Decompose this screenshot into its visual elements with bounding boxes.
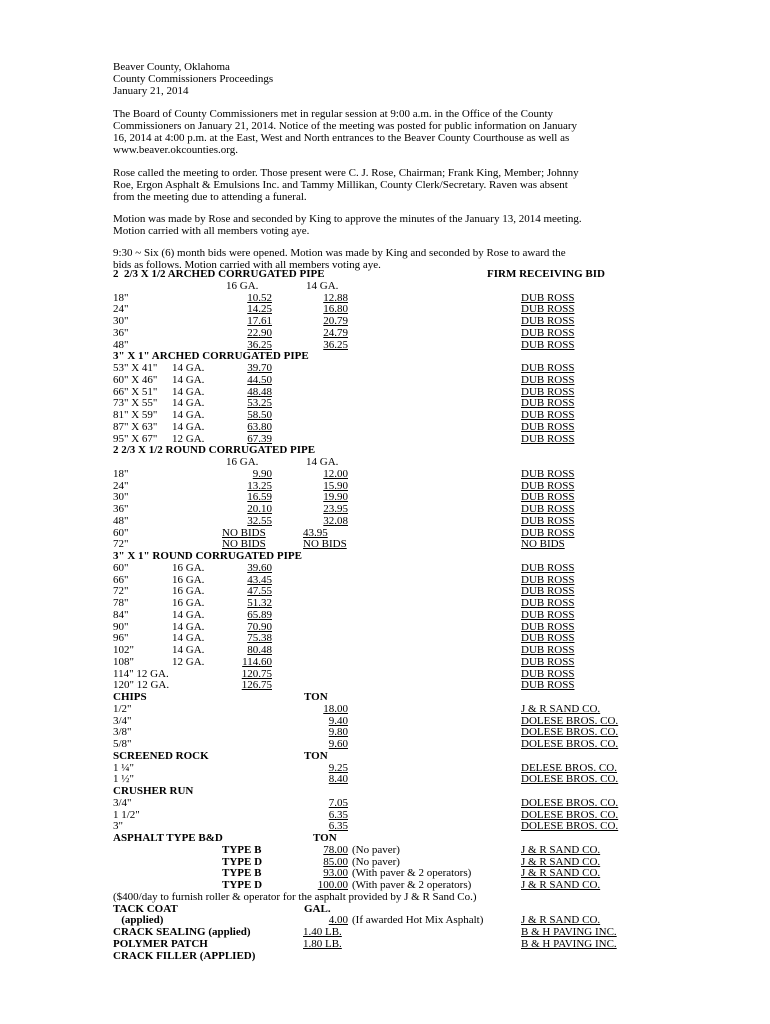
firm-name: DUB ROSS [521, 339, 575, 351]
bid-price: 12.00 [323, 468, 348, 480]
bid-price-16ga: 53.25 [247, 397, 272, 409]
bid-item-label: 108" [113, 656, 134, 668]
bid-price: 23.95 [323, 503, 348, 515]
gauge-label: 14 GA. [172, 644, 205, 656]
bid-item-label: 24" [113, 480, 129, 492]
bid-item-label: 48" [113, 515, 129, 527]
header-proceedings: County Commissioners Proceedings [113, 73, 274, 85]
bid-price: 15.90 [323, 480, 348, 492]
firm-name: J & R SAND CO. [521, 703, 601, 715]
bid-item-label: 3/8" [113, 726, 132, 738]
firm-name: DOLESE BROS. CO. [521, 820, 619, 832]
bid-price: 32.08 [323, 515, 348, 527]
bid-price: 18.00 [323, 703, 348, 715]
bid-item-label: 81" X 59" [113, 409, 158, 421]
firm-name: NO BIDS [521, 538, 565, 550]
bid-item-label: 78" [113, 597, 129, 609]
firm-name: DUB ROSS [521, 562, 575, 574]
section-heading: TACK COAT [113, 903, 178, 915]
paragraph-line: www.beaver.okcounties.org. [113, 144, 238, 156]
firm-name: J & R SAND CO. [521, 856, 601, 868]
bid-price: 1.80 LB. [303, 938, 342, 950]
bid-item-label: 60" X 46" [113, 374, 158, 386]
firm-name: DOLESE BROS. CO. [521, 715, 619, 727]
firm-name: DUB ROSS [521, 374, 575, 386]
bid-item-label: 102" [113, 644, 134, 656]
firm-name: DUB ROSS [521, 315, 575, 327]
paragraph-line: The Board of County Commissioners met in regular session at 9:00 a.m. in the Office of the County [113, 108, 554, 120]
bid-price-16ga: 126.75 [241, 679, 272, 691]
firm-column-header: FIRM RECEIVING BID [487, 268, 605, 280]
bid-price: 1.40 LB. [303, 926, 342, 938]
bid-price-16ga: 65.89 [247, 609, 272, 621]
bid-price: 93.00 [323, 867, 348, 879]
gauge-label: 14 GA. [172, 397, 205, 409]
bid-price: 16.80 [323, 303, 348, 315]
bid-price-16ga: 14.25 [247, 303, 272, 315]
firm-name: J & R SAND CO. [521, 879, 601, 891]
firm-name: DUB ROSS [521, 621, 575, 633]
unit-header: GAL. [304, 903, 331, 915]
bid-item-label: 66" [113, 574, 129, 586]
bid-price-16ga: 9.90 [252, 468, 272, 480]
bid-note-line: ($400/day to furnish roller & operator for the asphalt provided by J & R Sand Co.) [113, 891, 477, 903]
firm-name: DUB ROSS [521, 397, 575, 409]
bid-price: 9.25 [328, 762, 348, 774]
section-heading: CRACK FILLER (APPLIED) [113, 950, 256, 962]
firm-name: DUB ROSS [521, 656, 575, 668]
bid-price: 100.00 [317, 879, 348, 891]
bid-price: 19.90 [323, 491, 348, 503]
bid-item-label: 60" [113, 527, 129, 539]
bid-item-label: 84" [113, 609, 129, 621]
price-note: (No paver) [352, 856, 400, 868]
firm-name: DUB ROSS [521, 609, 575, 621]
firm-name: DUB ROSS [521, 503, 575, 515]
gauge-label: 14 GA. [172, 632, 205, 644]
bid-price: 7.05 [328, 797, 348, 809]
bid-item-label: 24" [113, 303, 129, 315]
firm-name: DUB ROSS [521, 468, 575, 480]
paragraph-line: 9:30 ~ Six (6) month bids were opened. Motion was made by King and seconded by Rose to award the [113, 247, 566, 259]
gauge-label: 12 GA. [172, 656, 205, 668]
section-heading: SCREENED ROCK [113, 750, 209, 762]
bid-price-16ga: 47.55 [247, 585, 272, 597]
bid-price: 24.79 [323, 327, 348, 339]
gauge-label: 14 GA. [172, 374, 205, 386]
price-note: (No paver) [352, 844, 400, 856]
bid-price-16ga: 80.48 [247, 644, 272, 656]
gauge-label: 14 GA. [172, 621, 205, 633]
bid-item-label: 60" [113, 562, 129, 574]
gauge-header: 16 GA. [226, 280, 259, 292]
section-heading: ASPHALT TYPE B&D [113, 832, 223, 844]
bid-item-label: 72" [113, 585, 129, 597]
firm-name: B & H PAVING INC. [521, 938, 617, 950]
bid-price: 78.00 [323, 844, 348, 856]
gauge-label: 14 GA. [172, 386, 205, 398]
firm-name: DUB ROSS [521, 292, 575, 304]
bid-price: 12.88 [323, 292, 348, 304]
paragraph-line: Roe, Ergon Asphalt & Emulsions Inc. and Tammy Millikan, County Clerk/Secretary. Raven was absent [113, 179, 568, 191]
firm-name: DUB ROSS [521, 480, 575, 492]
bid-price-16ga: 120.75 [241, 668, 272, 680]
bid-item-label: 90" [113, 621, 129, 633]
gauge-label: 16 GA. [172, 597, 205, 609]
bid-item-label: 1/2" [113, 703, 132, 715]
bid-price-16ga: 36.25 [247, 339, 272, 351]
bid-price: 20.79 [323, 315, 348, 327]
bid-price-16ga: 43.45 [247, 574, 272, 586]
section-heading: CRUSHER RUN [113, 785, 194, 797]
bid-price: NO BIDS [303, 538, 347, 550]
bid-item-label: 18" [113, 292, 129, 304]
firm-name: DUB ROSS [521, 303, 575, 315]
bid-item-label: 5/8" [113, 738, 132, 750]
paragraph-line: Motion carried with all members voting aye. [113, 225, 310, 237]
asphalt-type-label: TYPE D [222, 856, 263, 868]
bid-price: 9.80 [328, 726, 348, 738]
gauge-label: 16 GA. [172, 562, 205, 574]
bid-price: 43.95 [303, 527, 328, 539]
bid-item-label: 72" [113, 538, 129, 550]
section-heading: 2 2/3 X 1/2 ARCHED CORRUGATED PIPE [113, 268, 325, 280]
firm-name: DUB ROSS [521, 327, 575, 339]
section-heading: CHIPS [113, 691, 147, 703]
bid-item-label: 36" [113, 503, 129, 515]
firm-name: DUB ROSS [521, 527, 575, 539]
bid-item-label: 120" 12 GA. [113, 679, 170, 691]
firm-name: DUB ROSS [521, 386, 575, 398]
bid-item-label: 30" [113, 315, 129, 327]
firm-name: J & R SAND CO. [521, 844, 601, 856]
bid-item-label: 66" X 51" [113, 386, 158, 398]
unit-header: TON [313, 832, 337, 844]
firm-name: DUB ROSS [521, 491, 575, 503]
bid-price: 9.60 [328, 738, 348, 750]
firm-name: DUB ROSS [521, 409, 575, 421]
firm-name: J & R SAND CO. [521, 867, 601, 879]
asphalt-type-label: TYPE B [222, 867, 262, 879]
gauge-label: 16 GA. [172, 574, 205, 586]
bid-item-label: 18" [113, 468, 129, 480]
bid-price: 85.00 [323, 856, 348, 868]
firm-name: DUB ROSS [521, 597, 575, 609]
bid-item-label: 30" [113, 491, 129, 503]
gauge-label: 14 GA. [172, 409, 205, 421]
firm-name: DOLESE BROS. CO. [521, 726, 619, 738]
section-heading: CRACK SEALING (applied) [113, 926, 251, 938]
firm-name: DELESE BROS. CO. [521, 762, 617, 774]
section-heading: 3" X 1" ARCHED CORRUGATED PIPE [113, 350, 309, 362]
firm-name: DUB ROSS [521, 421, 575, 433]
gauge-label: 16 GA. [172, 585, 205, 597]
bid-price-16ga: 39.70 [247, 362, 272, 374]
section-heading: (applied) [113, 914, 164, 926]
paragraph-line: Motion was made by Rose and seconded by King to approve the minutes of the January 13, 2014 meeting. [113, 213, 582, 225]
bid-price-16ga: 51.32 [247, 597, 272, 609]
bid-price: 6.35 [328, 820, 348, 832]
gauge-label: 14 GA. [172, 609, 205, 621]
bid-price-16ga: 114.60 [242, 656, 272, 668]
bid-item-label: 3" [113, 820, 123, 832]
bid-price-16ga: 44.50 [247, 374, 272, 386]
paragraph-line: bids as follows. Motion carried with all members voting aye. [113, 259, 381, 271]
bid-price: 36.25 [323, 339, 348, 351]
bid-price-16ga: NO BIDS [222, 527, 266, 539]
bid-price-16ga: 13.25 [247, 480, 272, 492]
firm-name: DOLESE BROS. CO. [521, 773, 619, 785]
section-heading: 2 2/3 X 1/2 ROUND CORRUGATED PIPE [113, 444, 316, 456]
bid-price-16ga: 32.55 [247, 515, 272, 527]
firm-name: B & H PAVING INC. [521, 926, 617, 938]
header-date: January 21, 2014 [113, 85, 189, 97]
bid-item-label: 1 1/2" [113, 809, 140, 821]
firm-name: DUB ROSS [521, 632, 575, 644]
bid-item-label: 1 ¼" [113, 762, 134, 774]
paragraph-line: Commissioners on January 21, 2014. Notice of the meeting was posted for public information on January [113, 120, 578, 132]
gauge-header: 14 GA. [306, 280, 339, 292]
bid-price-16ga: 70.90 [247, 621, 272, 633]
gauge-label: 14 GA. [172, 362, 205, 374]
section-heading: POLYMER PATCH [113, 938, 208, 950]
bid-item-label: 87" X 63" [113, 421, 158, 433]
bid-item-label: 3/4" [113, 715, 132, 727]
gauge-label: 12 GA. [172, 433, 205, 445]
firm-name: DOLESE BROS. CO. [521, 797, 619, 809]
asphalt-type-label: TYPE B [222, 844, 262, 856]
unit-header: TON [304, 691, 328, 703]
firm-name: DOLESE BROS. CO. [521, 738, 619, 750]
firm-name: DUB ROSS [521, 585, 575, 597]
firm-name: DUB ROSS [521, 668, 575, 680]
gauge-header: 14 GA. [306, 456, 339, 468]
firm-name: J & R SAND CO. [521, 914, 601, 926]
bid-price-16ga: 63.80 [247, 421, 272, 433]
bid-item-label: 73" X 55" [113, 397, 158, 409]
bid-item-label: 114" 12 GA. [113, 668, 169, 680]
bid-price-16ga: 58.50 [247, 409, 272, 421]
bid-item-label: 53" X 41" [113, 362, 158, 374]
bid-price-16ga: NO BIDS [222, 538, 266, 550]
gauge-label: 14 GA. [172, 421, 205, 433]
bid-price-16ga: 22.90 [247, 327, 272, 339]
firm-name: DUB ROSS [521, 362, 575, 374]
firm-name: DUB ROSS [521, 433, 575, 445]
bid-price-16ga: 75.38 [247, 632, 272, 644]
price-note: (With paver & 2 operators) [352, 867, 472, 879]
paragraph-line: Rose called the meeting to order. Those present were C. J. Rose, Chairman; Frank King, Member; Johnny [113, 167, 579, 179]
bid-item-label: 48" [113, 339, 129, 351]
bid-price: 8.40 [328, 773, 348, 785]
bid-item-label: 96" [113, 632, 129, 644]
bid-price-16ga: 10.52 [247, 292, 272, 304]
bid-item-label: 1 ½" [113, 773, 134, 785]
price-note: (With paver & 2 operators) [352, 879, 472, 891]
bid-price-16ga: 17.61 [247, 315, 272, 327]
firm-name: DOLESE BROS. CO. [521, 809, 619, 821]
bid-price-16ga: 20.10 [247, 503, 272, 515]
header-county: Beaver County, Oklahoma [113, 61, 230, 73]
asphalt-type-label: TYPE D [222, 879, 263, 891]
bid-item-label: 36" [113, 327, 129, 339]
firm-name: DUB ROSS [521, 515, 575, 527]
bid-price-16ga: 67.39 [247, 433, 272, 445]
bid-price-16ga: 48.48 [247, 386, 272, 398]
gauge-header: 16 GA. [226, 456, 259, 468]
unit-header: TON [304, 750, 328, 762]
firm-name: DUB ROSS [521, 644, 575, 656]
section-heading: 3" X 1" ROUND CORRUGATED PIPE [113, 550, 302, 562]
bid-price: 4.00 [328, 914, 348, 926]
price-note: (If awarded Hot Mix Asphalt) [352, 914, 484, 926]
paragraph-line: 16, 2014 at 4:00 p.m. at the East, West and North entrances to the Beaver County Courthouse as well as [113, 132, 570, 144]
bid-item-label: 3/4" [113, 797, 132, 809]
bid-price: 9.40 [328, 715, 348, 727]
bid-item-label: 95" X 67" [113, 433, 158, 445]
bid-price-16ga: 16.59 [247, 491, 272, 503]
bid-price: 6.35 [328, 809, 348, 821]
firm-name: DUB ROSS [521, 679, 575, 691]
firm-name: DUB ROSS [521, 574, 575, 586]
bid-price-16ga: 39.60 [247, 562, 272, 574]
paragraph-line: from the meeting due to attending a funeral. [113, 191, 307, 203]
